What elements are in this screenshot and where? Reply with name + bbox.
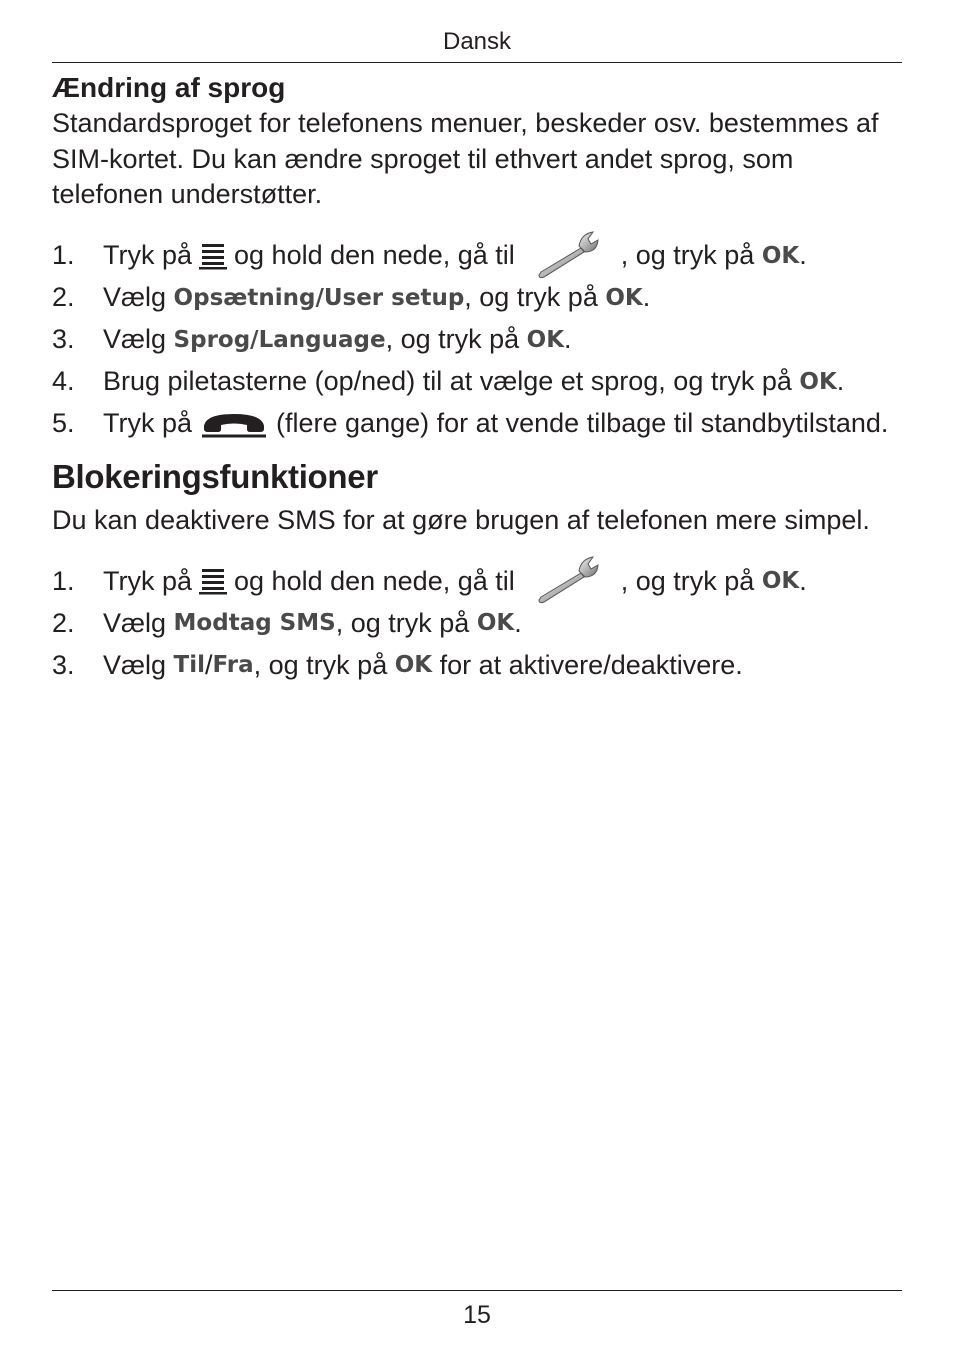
steps-language <box>52 235 904 445</box>
step-item: 2. Vælg Opsætning/User setup , og tryk på OK . <box>52 282 651 312</box>
step-item: 2. Vælg Modtag SMS , og tryk på OK . <box>52 607 522 638</box>
end-call-icon <box>200 409 268 439</box>
page-number: 15 <box>463 1301 491 1329</box>
wrench-icon <box>535 553 605 609</box>
step-item: 3. Vælg Sprog/Language , og tryk på OK . <box>52 324 572 354</box>
step-item: 1. Tryk på og hold den nede, gå til , og tryk på OK . <box>52 235 904 277</box>
section-body-blocking: Du kan deaktivere SMS for at gøre brugen af telefonen mere simpel. <box>52 504 870 535</box>
page-footer <box>52 1290 902 1331</box>
wrench-icon <box>535 228 605 284</box>
steps-blocking <box>52 560 904 686</box>
step-item: 1. Tryk på og hold den nede, gå til , og tryk på OK . <box>52 560 904 602</box>
section-body-language: Standardsproget for telefonens menuer, beskeder osv. bestemmes af SIM-kortet. Du kan ændre sproget til ethvert andet sprog, som telefonen understøtter. <box>52 108 879 209</box>
menu-key-icon <box>198 242 228 270</box>
header-language: Dansk <box>442 28 512 55</box>
step-item: 3. Vælg Til / Fra , og tryk på OK for at aktivere/deaktivere. <box>52 649 743 680</box>
menu-key-icon <box>198 567 228 595</box>
section-title-language: Ændring af sprog <box>52 72 286 103</box>
section-title-blocking: Blokeringsfunktioner <box>52 457 378 495</box>
step-item: 5. Tryk på (flere gange) for at vende tilbage til standbytilstand. <box>52 408 889 438</box>
page-content <box>52 70 904 686</box>
running-header <box>52 26 902 63</box>
step-item: 4. Brug piletasterne (op/ned) til at vælge et sprog, og tryk på OK . <box>52 366 845 396</box>
